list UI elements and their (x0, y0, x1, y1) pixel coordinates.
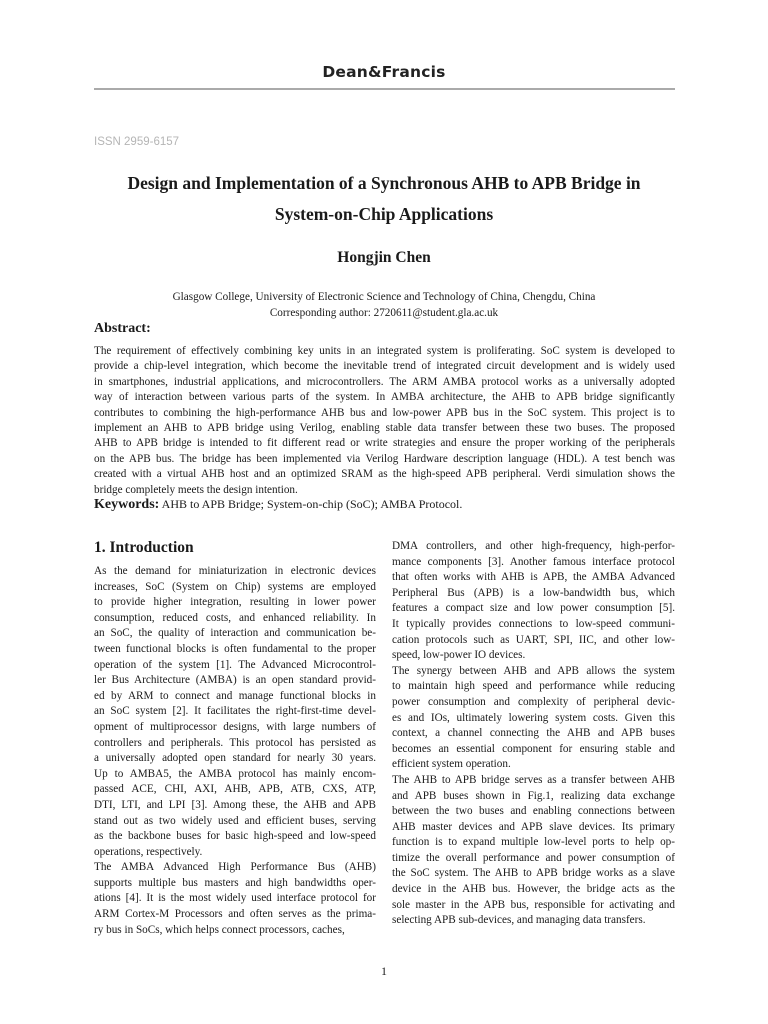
abstract-heading: Abstract: (94, 321, 151, 336)
text-line: function is to expand multiple low-level ports to help op- (392, 836, 675, 849)
text-line: opment of multiprocessor designs, with large numbers of (94, 720, 376, 733)
text-line: context, a channel connecting the AHB and APB buses (392, 727, 675, 740)
text-line: way of interaction between various parts of the system. In AMBA architecture, the AHB to APB bridge significantly (94, 391, 675, 404)
text-line: increases, SoC (System on Chip) systems are employed (94, 580, 376, 593)
text-line: becomes an essential component for ensuring stable and (392, 742, 675, 755)
keywords-label: Keywords: (94, 497, 160, 512)
text-line: contributes to combining the high-performance AHB bus and low-power APB bus in the SoC system. This project is to (94, 406, 675, 419)
affiliation-block (0, 290, 768, 321)
text-line: selecting APB sub-devices, and managing data transfers. (392, 914, 646, 927)
text-line: speed, low-power IO devices. (392, 649, 526, 662)
text-line: and APB buses shown in Fig.1, realizing data exchange (392, 789, 675, 802)
text-line: operation of the system [1]. The Advanced Microcontrol- (94, 658, 376, 671)
header-rule (94, 88, 675, 90)
affiliation: Glasgow College, University of Electronic Science and Technology of China, Chengdu, China (172, 291, 596, 303)
text-line: a universally adopted open standard for nearly 30 years. (94, 752, 376, 765)
text-line: the SoC system. The AHB to APB bridge works as a slave (392, 867, 675, 880)
text-line: AHB master devices and APB slave devices. Its primary (392, 820, 675, 833)
text-line: in smartphones, industrial applications, and microcontrollers. The ARM AMBA protocol works as a universally adopted (94, 375, 675, 388)
text-line: as the backbone buses for basic high-speed and low-speed (94, 830, 376, 843)
text-line: an SoC, the quality of interaction and communication be- (94, 627, 376, 640)
text-line: to maintain high speed and performance while reducing (392, 680, 675, 693)
text-line: timize the overall performance and power consumption of (392, 851, 675, 864)
text-line: The requirement of effectively combining key units in an integrated system is proliferating. SoC system is developed to (94, 345, 675, 357)
text-line: AHB to APB bridge is intended to fit different read or write strategies and ensure the proper working of the peripherals (94, 437, 675, 450)
text-line: ARM Cortex-M Processors and often serves as the prima- (94, 908, 376, 921)
text-line: implement an AHB to APB bridge using Verilog, enabling stable data transfer between these two buses. The proposed (94, 422, 675, 435)
keywords (94, 497, 462, 513)
abstract-body (94, 344, 675, 498)
keywords-text: AHB to APB Bridge; System-on-chip (SoC); AMBA Protocol. (159, 497, 463, 511)
text-line: passed ACE, CHI, AXI, AHB, APB, ATB, CXS, ATP, (94, 783, 376, 796)
issn: ISSN 2959-6157 (94, 136, 180, 148)
text-line: DTI, LTI, and LPI [3]. Among these, the AHB and APB (94, 798, 376, 811)
text-line: efficient system operation. (392, 758, 511, 771)
author: Hongjin Chen (337, 249, 431, 266)
publisher-logo: Dean&Francis (322, 63, 446, 81)
text-line: tween functional blocks is often fundamental to the proper (94, 642, 376, 655)
text-line: power consumption and complexity of peripheral devic- (392, 695, 675, 708)
right-column (392, 539, 675, 929)
text-line: mance components [3]. Another famous interface protocol (392, 555, 675, 568)
text-line: operations, respectively. (94, 845, 203, 858)
text-line: to provide higher integration, resulting in lower power (94, 596, 376, 609)
text-line: ed by ARM to connect and manage functional blocks in (94, 689, 376, 702)
text-line: provide a chip-level integration, which become the inevitable trend of integrated circuit development and is widely used (94, 360, 675, 373)
section-heading: 1. Introduction (94, 539, 194, 556)
text-line: Up to AMBA5, the AMBA protocol has mainly encom- (94, 767, 376, 780)
text-line: ry bus in SoCs, which helps connect processors, caches, (94, 923, 345, 936)
title-line: System-on-Chip Applications (274, 204, 494, 224)
text-line: device in the AHB bus. However, the bridge acts as the (392, 883, 675, 896)
text-line: on the APB bus. The bridge has been implemented via Verilog Hardware description language (HDL). A test bench was (94, 452, 675, 465)
text-line: The AMBA Advanced High Performance Bus (AHB) (94, 861, 376, 874)
text-line: an SoC system [2]. It facilitates the right-first-time devel- (94, 705, 376, 718)
text-line: controllers and peripherals. This protocol has persisted as (94, 736, 376, 749)
text-line: that often works with AHB is APB, the AMBA Advanced (392, 571, 675, 584)
correspondence: Corresponding author: 2720611@student.gla.ac.uk (269, 306, 499, 319)
text-line: cation protocols such as UART, SPI, IIC, and other low- (392, 633, 675, 646)
text-line: DMA controllers, and other high-frequency, high-perfor- (392, 540, 675, 552)
text-line: It typically provides connections to low-speed communi- (392, 617, 675, 630)
text-line: features a compact size and low power consumption [5]. (392, 602, 675, 615)
text-line: created with a virtual AHB host and an optimized SRAM as the high-speed APB peripheral. Verdi simulation shows the (94, 468, 675, 481)
text-line: consumption, reduced costs, and enhanced reliability. In (94, 611, 376, 624)
text-line: sole master in the APB bus, responsible for activating and (392, 898, 675, 911)
text-line: As the demand for miniaturization in electronic devices (94, 565, 376, 577)
page-number: 1 (381, 964, 387, 978)
paper-title (80, 168, 688, 230)
text-line: ler Bus Architecture (AMBA) is an open standard provid- (94, 674, 376, 687)
text-line: bridge completely meets the design intention. (94, 483, 298, 496)
text-line: es and IOs, ultimately lowering system costs. Given this (392, 711, 675, 724)
text-line: between the two buses and enabling connections between (392, 805, 675, 818)
text-line: The synergy between AHB and APB allows the system (392, 664, 675, 677)
left-column (94, 564, 376, 938)
text-line: stand out as two widely used and efficient buses, serving (94, 814, 376, 827)
title-line: Design and Implementation of a Synchronous AHB to APB Bridge in (127, 173, 641, 193)
text-line: ations [4]. It is the most widely used interface protocol for (94, 892, 376, 905)
text-line: The AHB to APB bridge serves as a transfer between AHB (392, 773, 675, 786)
text-line: supports multiple bus masters and high bandwidths oper- (94, 876, 376, 889)
text-line: Peripheral Bus (APB) is a low-bandwidth bus, which (392, 586, 675, 599)
